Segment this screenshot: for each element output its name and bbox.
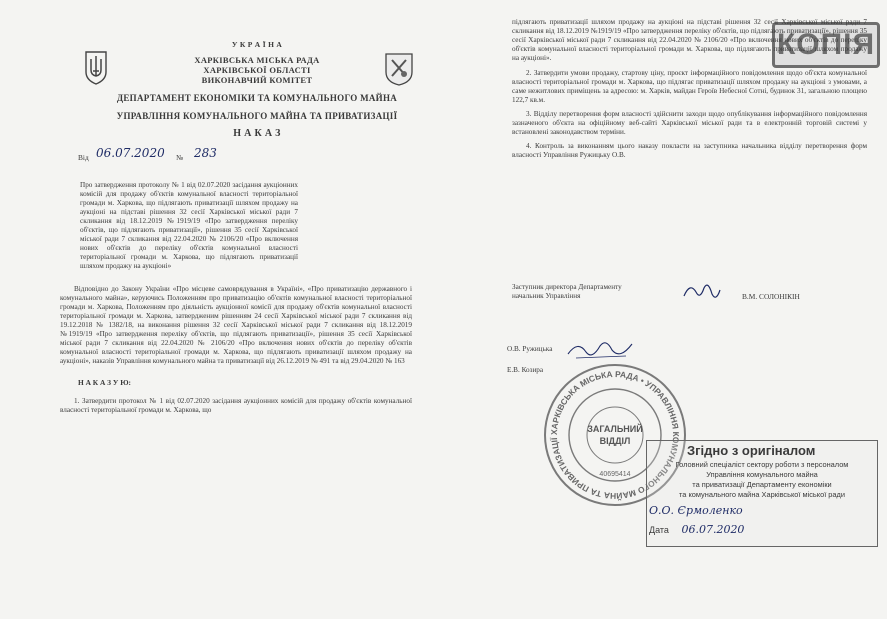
date-number-line	[60, 146, 460, 165]
header-directorate: УПРАВЛІННЯ КОМУНАЛЬНОГО МАЙНА ТА ПРИВАТИЗАЦІЇ	[116, 111, 398, 121]
date-prefix: Від	[78, 153, 89, 162]
item4-text: 4. Контроль за виконанням цього наказу покласти на заступника начальника відділу перетворення форм власності Управління Ружицьку О.В.	[512, 142, 867, 159]
director-signature-icon	[680, 280, 724, 304]
item1-start: 1. Затвердити протокол № 1 від 02.07.2020 засідання аукціонних комісій для продажу об'єктів комунальної власності територіальної громади м. Харкова, що	[60, 397, 412, 415]
subject-text: Про затвердження протоколу № 1 від 02.07.2020 засідання аукціонних комісій для продажу об'єктів комунальної власності територіальної громади м. Харкова, що підлягають приватизації шляхом продажу на аукціоні на підставі рішення 32 сесії Харківської міської ради 7 скликання від 18.12.2019 №1919/19 «Про затвердження переліку об'єктів, що підлягають приватизації», рішення 35 сесії Харківської міської ради 7 скликання від 22.04.2020 № 2106/20 «Про включення нових об'єктів до переліку об'єктів комунальної власності територіальної громади м. Харкова, що підлягають приватизації шляхом продажу на аукціоні»	[80, 181, 298, 270]
executor-first: О.В. Ружицька	[507, 345, 553, 353]
number-prefix: №	[176, 153, 184, 162]
seal-ring-text: ХАРКІВСЬКА МІСЬКА РАДА • УПРАВЛІННЯ КОМУНАЛЬНОГО МАЙНА ТА ПРИВАТИЗАЦІЇ	[548, 368, 682, 502]
executor-second: Е.В. Козира	[507, 366, 544, 374]
original-stamp-line1: Головний спеціаліст сектору роботи з персоналом	[675, 460, 849, 469]
signer-name: В.М. СОЛОНІКІН	[742, 292, 800, 301]
original-stamp-sign-name: О.О. Єрмоленко	[649, 504, 743, 517]
header-committee: ВИКОНАВЧИЙ КОМІТЕТ	[201, 75, 313, 85]
item3-text: 3. Відділу перетворення форм власності здійснити заходи щодо опублікування інформаційного повідомлення зазначеного об'єкта на офіційному веб-сайті Харківської міської ради та в електронній торговій системі у встановлені законодавством терміни.	[512, 110, 867, 136]
item2-text: 2. Затвердити умови продажу, стартову ціну, проєкт інформаційного повідомлення щодо об'єкта комунальної власності територіальної громади м. Харкова, що підлягає приватизації шляхом продажу на аукціоні з умовами, а саме нежитлових приміщень за адресою: м. Харків, майдан Героїв Небесної Сотні, будинок 31, загальною площею 122,7 кв.м.	[512, 69, 867, 104]
original-stamp-date-value: 06.07.2020	[681, 523, 745, 536]
date-value: 06.07.2020	[96, 146, 165, 160]
signer-position-line2: начальник Управління	[512, 292, 581, 300]
original-stamp-line2: Управління комунального майна	[706, 470, 818, 479]
number-value: 283	[194, 146, 217, 160]
header-department: ДЕПАРТАМЕНТ ЕКОНОМІКИ ТА КОМУНАЛЬНОГО МАЙНА	[116, 93, 398, 103]
original-stamp-line3: та приватизації Департаменту економіки	[692, 480, 832, 489]
item1-continuation: підлягають приватизації шляхом продажу на аукціоні на підставі рішення 32 сесії Харківської міської ради 7 скликання від 18.12.2019 №1919/19 «Про затвердження переліку об'єктів, що підлягають приватизації», рішення 35 сесії Харківської міської ради 7 скликання від 22.04.2020 № 2106/20 «Про включення нових об'єктів до переліку об'єктів комунальної власності територіальної громади м. Харкова, що підлягають приватизації шляхом продажу на аукціоні».	[512, 18, 867, 62]
original-stamp-date-label: Дата	[649, 525, 669, 535]
left-column	[60, 40, 460, 415]
seal-center-line2: ВІДДІЛ	[599, 436, 631, 446]
seal-center-line1: ЗАГАЛЬНИЙ	[587, 424, 643, 434]
order-word: Н А К А З У Ю:	[78, 378, 131, 387]
original-stamp-sign-line	[649, 504, 877, 517]
executor-signature-icon	[566, 336, 636, 362]
original-copy-stamp	[646, 440, 878, 547]
header-region: ХАРКІВСЬКОЇ ОБЛАСТІ	[203, 65, 311, 75]
header-council: ХАРКІВСЬКА МІСЬКА РАДА	[194, 55, 320, 65]
header-block	[82, 40, 432, 139]
seal-code: 40695414	[599, 471, 631, 478]
copy-stamp: КОПІЯ	[772, 22, 880, 68]
preamble-text: Відповідно до Закону України «Про місцеве самоврядування в Україні», «Про приватизацію державного і комунального майна», керуючись Положенням про приватизацію об'єктів комунальної власності територіальної громади м. Харкова, Положенням про діяльність аукціонної комісії для продажу об'єктів комунальної власності територіальної громади м. Харкова, затвердженим рішенням 24 сесії Харківської міської ради 7 скликання від 19.12.2018 № 1382/18, на виконання рішення 32 сесії Харківської міської ради 7 скликання від 18.12.2019 №1919/19 «Про затвердження переліку об'єктів, що підлягають приватизації», рішення 35 сесії Харківської міської ради 7 скликання від 22.04.2020 № 2106/20 «Про включення нових об'єктів до переліку об'єктів комунальної власності територіальної громади м. Харкова, що підлягають приватизації шляхом продажу на аукціоні», наказів Управління комунального майна та приватизації від 26.12.2019 № 491 та від 29.04.2020 № 163	[60, 285, 412, 365]
doc-type: Н А К А З	[233, 128, 281, 139]
header-country: У К Р А Ї Н А	[231, 40, 283, 49]
original-stamp-body	[647, 460, 877, 500]
signer-position-line1: Заступник директора Департаменту	[512, 283, 622, 291]
right-column	[470, 10, 870, 160]
original-stamp-line4: та комунального майна Харківської міської ради	[679, 490, 845, 499]
original-stamp-title: Згідно з оригіналом	[687, 443, 816, 458]
signer-position	[512, 283, 622, 301]
original-stamp-date-line	[649, 523, 877, 536]
